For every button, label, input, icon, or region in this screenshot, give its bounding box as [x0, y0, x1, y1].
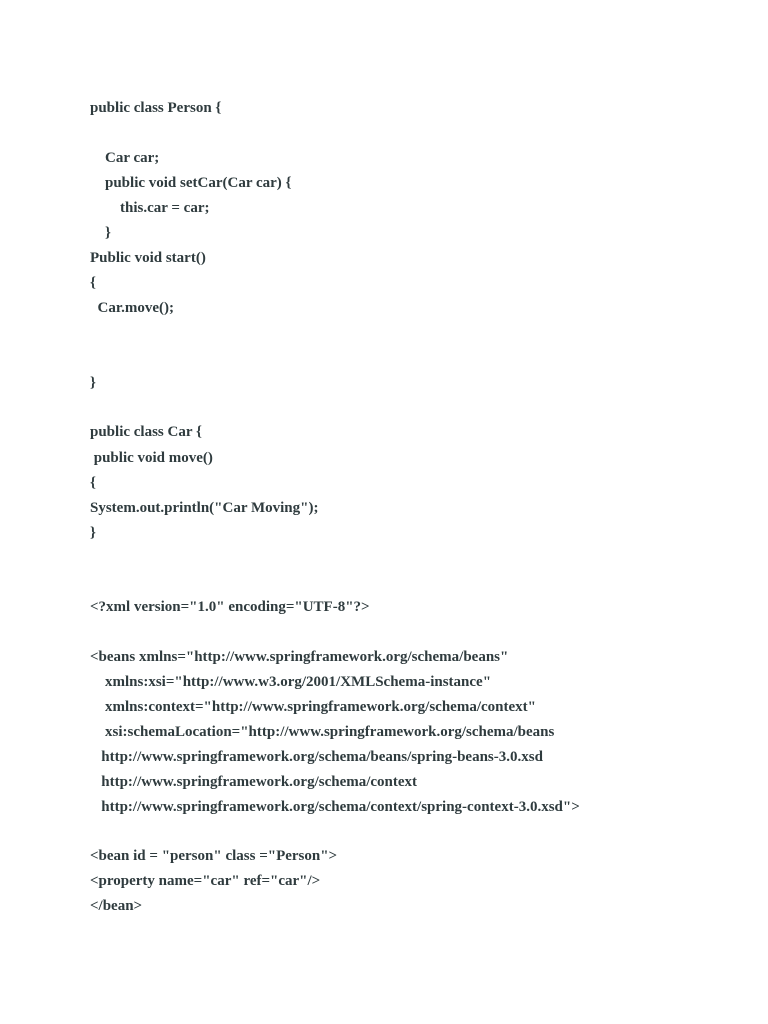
code-line: <?xml version="1.0" encoding="UTF-8"?>	[90, 599, 370, 615]
code-line: System.out.println("Car Moving");	[90, 500, 319, 516]
code-line: http://www.springframework.org/schema/beans/spring-beans-3.0.xsd	[90, 749, 543, 765]
code-line: public void setCar(Car car) {	[90, 175, 292, 191]
code-line: Car car;	[90, 150, 160, 166]
code-line: http://www.springframework.org/schema/context/spring-context-3.0.xsd">	[90, 799, 580, 815]
code-line: Public void start()	[90, 250, 206, 266]
code-line: }	[90, 525, 96, 541]
code-line: {	[90, 475, 96, 491]
code-line: public class Car {	[90, 424, 202, 440]
code-line: </bean>	[90, 898, 143, 914]
code-line: xmlns:xsi="http://www.w3.org/2001/XMLSchema-instance"	[90, 674, 492, 690]
code-line: }	[90, 225, 111, 241]
code-line: http://www.springframework.org/schema/context	[90, 774, 418, 790]
code-line: this.car = car;	[90, 200, 210, 216]
code-line: <beans xmlns="http://www.springframework.org/schema/beans"	[90, 649, 509, 665]
code-line: public class Person {	[90, 100, 222, 116]
code-line: xsi:schemaLocation="http://www.springframework.org/schema/beans	[90, 724, 555, 740]
code-line: Car.move();	[90, 300, 175, 316]
code-line: }	[90, 375, 96, 391]
code-line: public void move()	[90, 450, 213, 466]
code-line: <property name="car" ref="car"/>	[90, 873, 321, 889]
code-line: xmlns:context="http://www.springframework.org/schema/context"	[90, 699, 536, 715]
code-line: <bean id = "person" class ="Person">	[90, 848, 338, 864]
code-line: {	[90, 275, 96, 291]
